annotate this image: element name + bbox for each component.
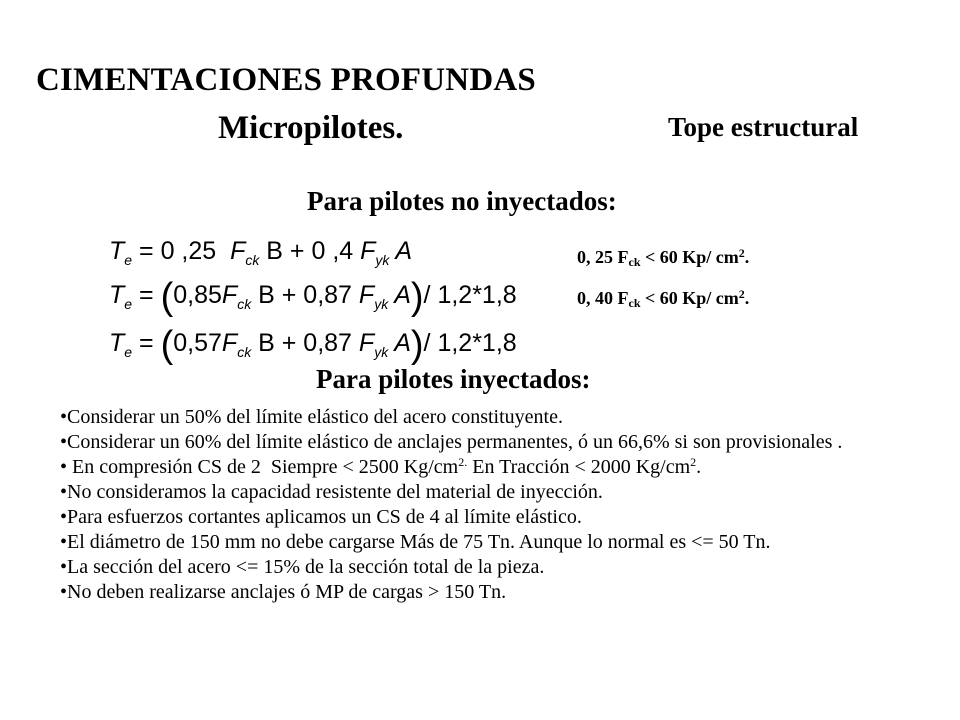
condition-text: 0, 40 F (577, 288, 629, 308)
condition-superscript: 2 (738, 287, 745, 301)
formula-subscript: e (124, 252, 133, 268)
superscript: 2 (690, 455, 697, 469)
formula-1 (109, 239, 412, 267)
condition-superscript: 2 (738, 246, 745, 260)
formula-symbol: F (221, 281, 238, 309)
formula-text: = (132, 281, 161, 309)
formula-symbol: A (388, 329, 411, 357)
page-title: CIMENTACIONES PROFUNDAS (36, 62, 536, 98)
formula-paren: ) (410, 276, 424, 318)
list-item-text: . (696, 456, 702, 478)
formula-paren: ( (160, 276, 174, 318)
condition-subscript: ck (628, 255, 641, 269)
formula-subscript: yk (374, 344, 389, 360)
formula-symbol: F (230, 237, 246, 265)
formula-text: B + 0,87 (251, 329, 359, 357)
formula-symbol: A (388, 281, 411, 309)
formula-subscript: ck (237, 296, 252, 312)
formula-subscript: yk (375, 252, 390, 268)
section-heading-injected: Para pilotes inyectados: (316, 364, 591, 394)
formula-symbol: T (109, 237, 125, 265)
formula-text: / 1,2*1,8 (423, 281, 517, 309)
section-heading-non-injected: Para pilotes no inyectados: (307, 186, 617, 216)
formula-text: = (132, 329, 161, 357)
formula-subscript: e (124, 344, 133, 360)
formula-text: = 0 ,25 (132, 237, 231, 265)
formula-text: / 1,2*1,8 (423, 329, 517, 357)
formula-symbol: F (358, 329, 375, 357)
formula-subscript: yk (374, 296, 389, 312)
formula-symbol: F (221, 329, 238, 357)
formula-symbol: F (360, 237, 376, 265)
formula-paren: ) (410, 324, 424, 366)
condition-text: . (744, 247, 750, 267)
condition-text: < 60 Kp/ cm (640, 247, 739, 267)
formula-3 (109, 326, 517, 364)
list-item: •Para esfuerzos cortantes aplicamos un CS de 4 al límite elástico. (60, 506, 582, 528)
topic-label: Tope estructural (668, 112, 859, 142)
list-item: •Considerar un 50% del límite elástico del acero constituyente. (60, 406, 563, 428)
formula-symbol: A (389, 237, 413, 265)
formula-subscript: e (124, 296, 133, 312)
formula-symbol: T (109, 329, 125, 357)
list-item-text: En Tracción < 2000 Kg/cm (467, 456, 691, 478)
formula-text: B + 0 ,4 (259, 237, 361, 265)
page-subtitle: Micropilotes. (218, 110, 404, 146)
formula-subscript: ck (237, 344, 252, 360)
formula-2 (109, 278, 517, 316)
superscript: 2 (458, 455, 465, 469)
condition-text: < 60 Kp/ cm (640, 288, 739, 308)
list-item: •Considerar un 60% del límite elástico de anclajes permanentes, ó un 66,6% si son provisionales . (60, 431, 843, 453)
formula-paren: ( (160, 324, 174, 366)
formula-symbol: F (358, 281, 375, 309)
condition-1 (577, 246, 749, 270)
condition-2 (577, 287, 749, 311)
list-item-text: • En compresión CS de 2 Siempre < 2500 Kg/cm (60, 456, 459, 478)
formula-text: B + 0,87 (251, 281, 359, 309)
list-item (60, 455, 910, 480)
formula-text: 0,85 (173, 281, 222, 309)
formula-text: 0,57 (173, 329, 222, 357)
bullet-list (60, 405, 910, 605)
formula-subscript: ck (245, 252, 260, 268)
list-item: •El diámetro de 150 mm no debe cargarse Más de 75 Tn. Aunque lo normal es <= 50 Tn. (60, 531, 771, 553)
list-item: •No consideramos la capacidad resistente del material de inyección. (60, 481, 603, 503)
condition-subscript: ck (628, 296, 641, 310)
list-item: •La sección del acero <= 15% de la sección total de la pieza. (60, 556, 545, 578)
list-item: •No deben realizarse anclajes ó MP de cargas > 150 Tn. (60, 581, 507, 603)
superscript: . (464, 455, 468, 469)
condition-text: 0, 25 F (577, 247, 629, 267)
condition-text: . (744, 288, 750, 308)
formula-symbol: T (109, 281, 125, 309)
